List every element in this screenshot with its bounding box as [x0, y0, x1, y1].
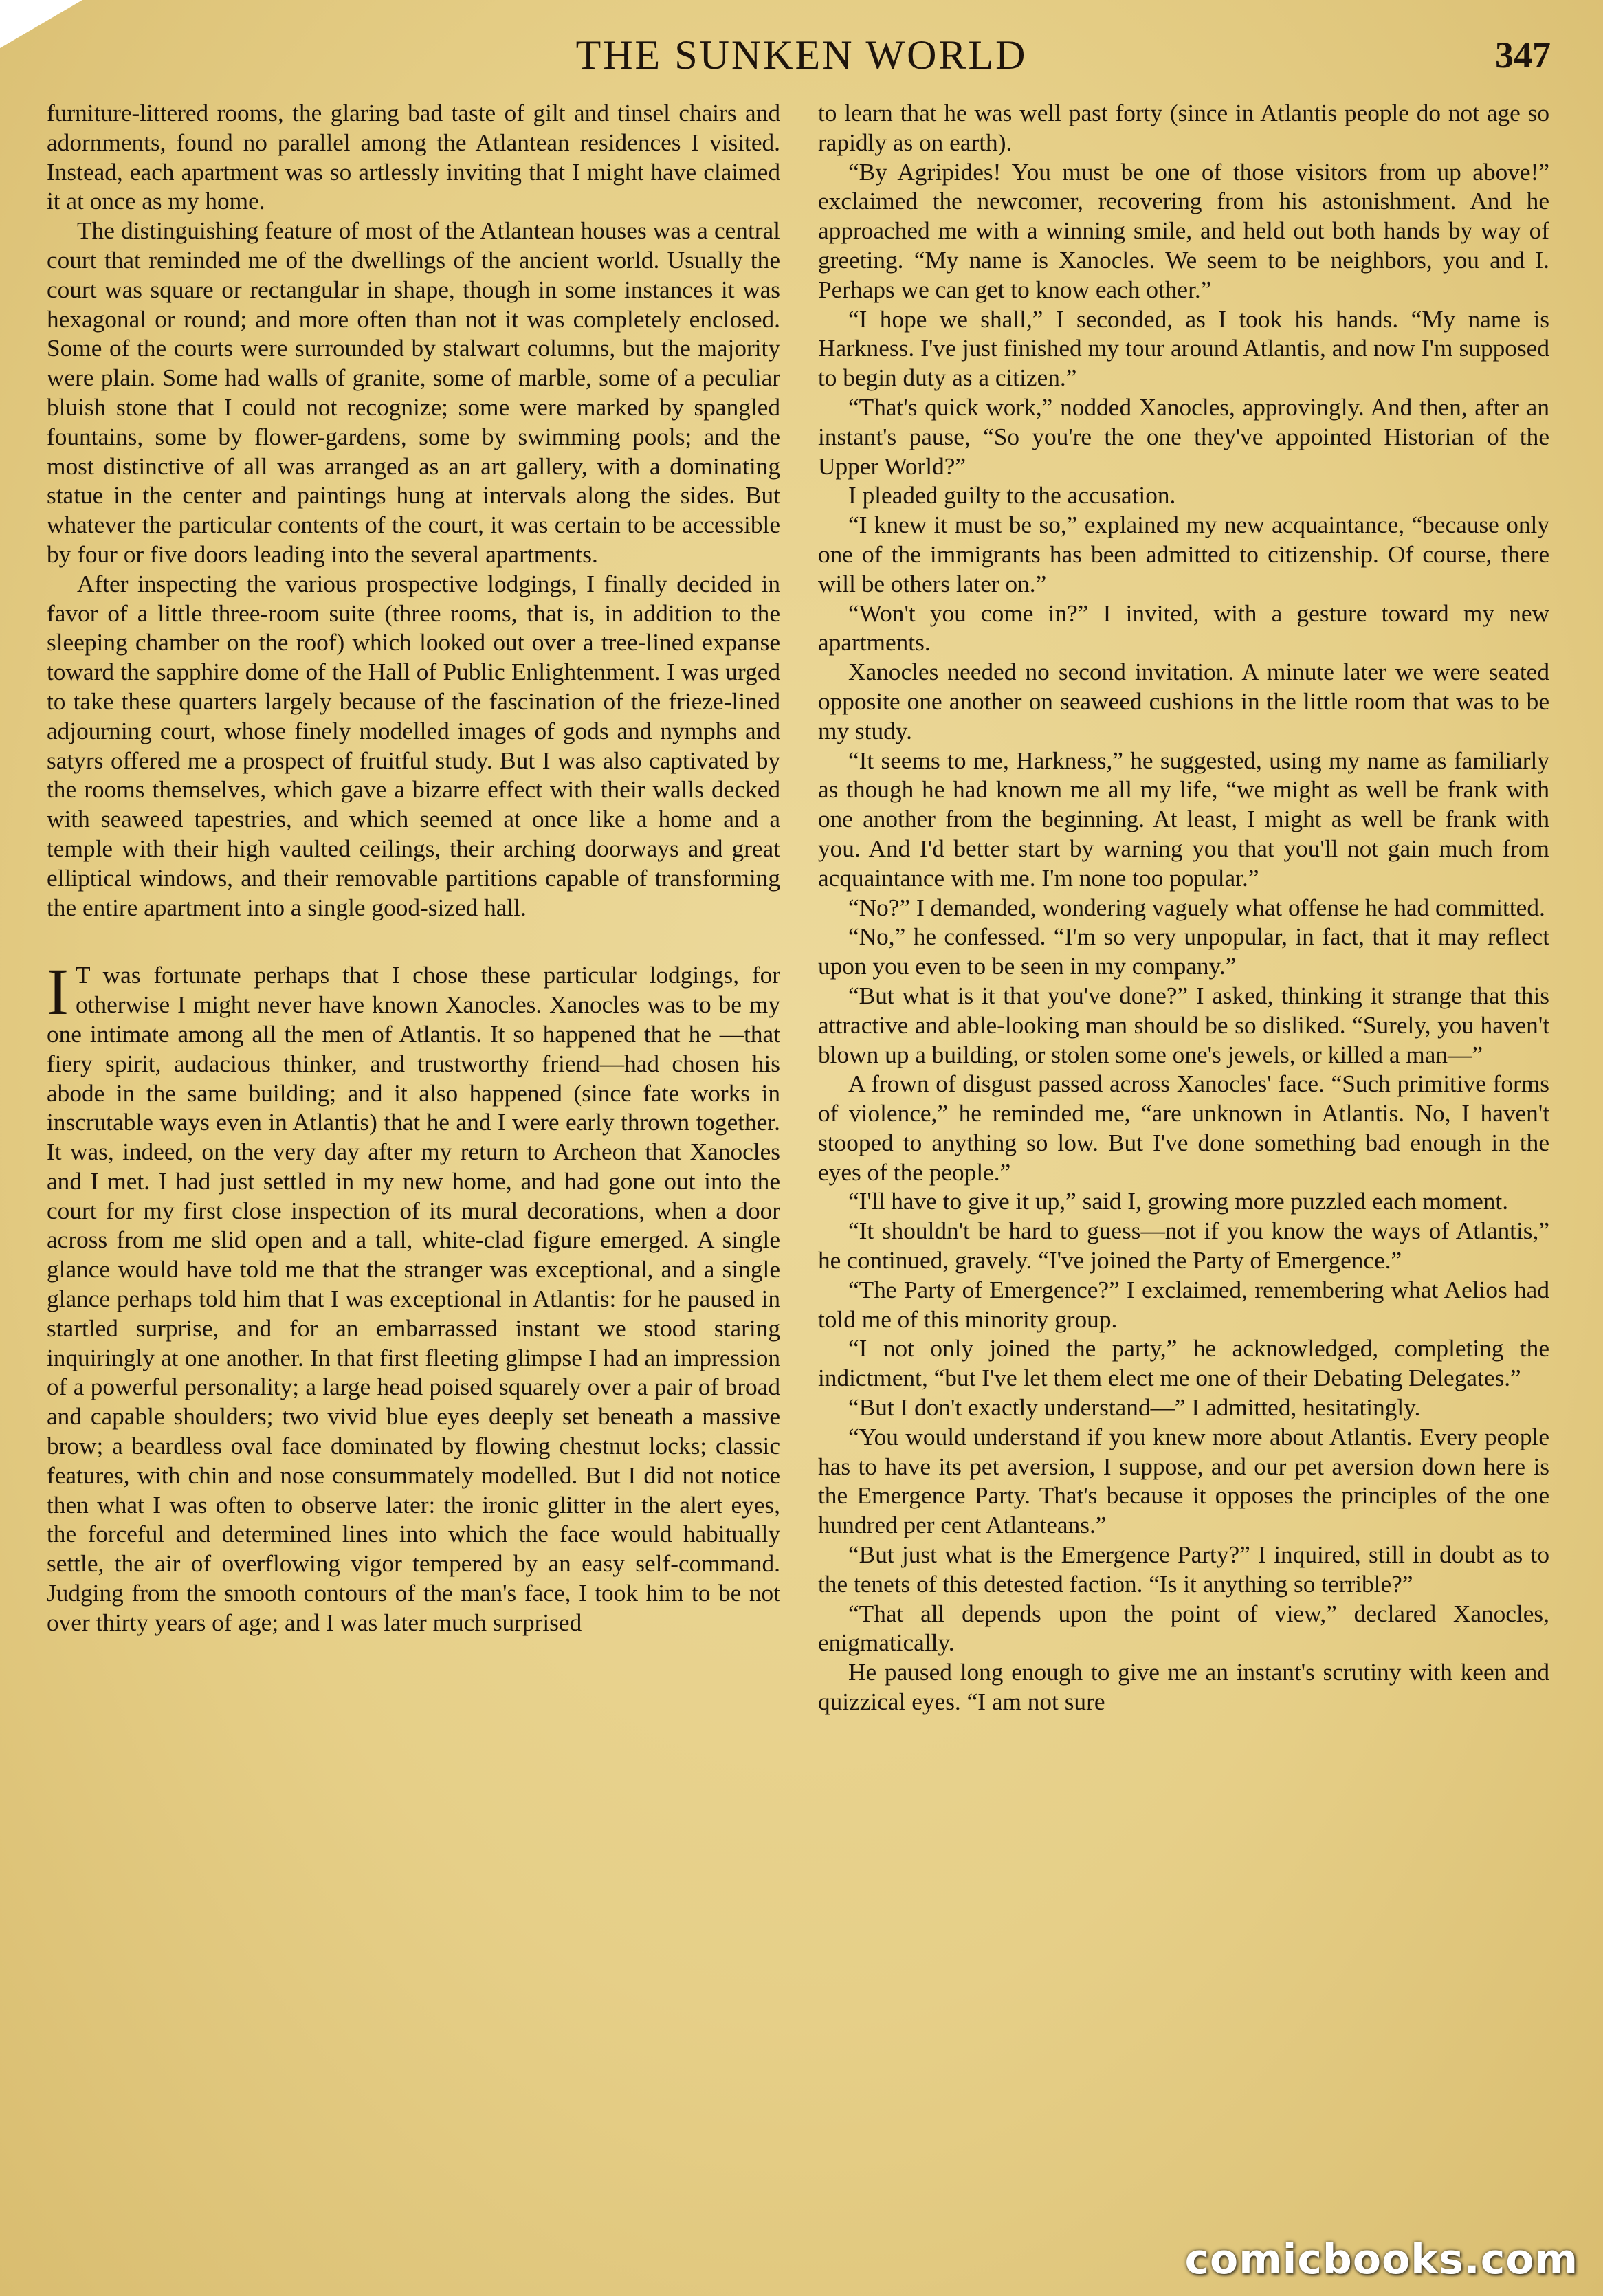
paragraph: to learn that he was well past forty (since in Atlantis people do not age so rapidly as on earth). [818, 100, 1549, 156]
section-text: T was fortunate perhaps that I chose these particular lodgings, for otherwise I might never have known Xanocles. Xanocles was to be my one intimate among all the men of Atlantis. It so happened that he —that fiery spirit, audacious thinker, and trustworthy friend—had chosen his abode in the same building; and it also happened (since fate works in inscrutable ways even in Atlantis) that he and I were early thrown together. It was, indeed, on the very day after my return to Archeon that Xanocles and I met. I had just settled in my new home, and had gone out into the court for my first close inspection of its mural decorations, when a door across from me slid open and a tall, white-clad figure emerged. A single glance would have told me that the stranger was exceptional, and a single glance perhaps told him that I was exceptional in Atlantis: for he paused in startled surprise, and for an embarrassed instant we stood staring inquiringly at one another. In that first fleeting glimpse I had an impression of a powerful personality; a large head poised squarely over a pair of broad and capable shoulders; two vivid blue eyes deeply set beneath a massive brow; a beardless oval face dominated by flowing chestnut locks; classic features, with chin and nose consummately modelled. But I did not notice then what I was often to observe later: the ironic glitter in the alert eyes, the forceful and determined lines into which the face would habitually settle, the air of overflowing vigor tempered by an easy self-command. Judging from the smooth contours of the man's face, I took him to be not over thirty years of age; and I was later much surprised [47, 962, 780, 1636]
paragraph: “I hope we shall,” I seconded, as I took his hands. “My name is Harkness. I've just finished my tour around Atlantis, and now I'm supposed to begin duty as a citizen.” [818, 305, 1549, 392]
paragraph: “I'll have to give it up,” said I, growing more puzzled each moment. [848, 1188, 1509, 1215]
page-header [0, 27, 1603, 82]
paragraph: “It shouldn't be hard to guess—not if you know the ways of Atlantis,” he continued, gravely. “I've joined the Party of Emergence.” [818, 1217, 1549, 1274]
paragraph: “But just what is the Emergence Party?” I inquired, still in doubt as to the tenets of this detested faction. “Is it anything so terrible?” [818, 1541, 1549, 1598]
paragraph: “That's quick work,” nodded Xanocles, approvingly. And then, after an instant's pause, “So you're the one they've appointed Historian of the Upper World?” [818, 393, 1549, 480]
paragraph: I pleaded guilty to the accusation. [848, 482, 1176, 509]
page-number: 347 [1495, 34, 1551, 76]
section-break [47, 923, 780, 961]
paragraph: The distinguishing feature of most of the Atlantean houses was a central court that reminded me of the dwellings of the ancient world. Usually the court was square or rectangular in shape, though in some instances it was hexagonal or round; and more often than not it was completely enclosed. Some of the courts were surrounded by stalwart columns, but the majority were plain. Some had walls of granite, some of marble, some of a peculiar bluish stone that I could not recognize; some were marked by spangled fountains, some by flower-gardens, some by swimming pools; and the most distinctive of all was arranged as an art gallery, with a dominating statue in the center and paintings hung at intervals along the sides. But whatever the particular contents of the court, it was certain to be accessible by four or five doors leading into the several apartments. [47, 217, 780, 568]
paragraph: A frown of disgust passed across Xanocles' face. “Such primitive forms of violence,” he reminded me, “are unknown in Atlantis. No, I haven't stooped to anything so low. But I've done something bad enough in the eyes of the people.” [818, 1070, 1549, 1186]
paragraph: “By Agripides! You must be one of those visitors from up above!” exclaimed the newcomer, recovering from his astonishment. And he approached me with a winning smile, and held out both hands by way of greeting. “My name is Xanocles. We seem to be neighbors, you and I. Perhaps we can get to know each other.” [818, 158, 1549, 303]
right-column [818, 99, 1549, 1717]
drop-cap: I [47, 955, 69, 1029]
paragraph: “It seems to me, Harkness,” he suggested, using my name as familiarly as though he had known me all my life, “we might as well be frank with one another from the beginning. At least, I might as well be frank with you. And I'd better start by warning you that you'll not gain much from acquaintance with me. I'm none too popular.” [818, 747, 1549, 892]
paragraph: “But what is it that you've done?” I asked, thinking it strange that this attractive and able-looking man should be so disliked. “Surely, you haven't blown up a building, or stolen some one's jewels, or killed a man—” [818, 982, 1549, 1068]
paragraph: After inspecting the various prospective lodgings, I finally decided in favor of a little three-room suite (three rooms, that is, in addition to the sleeping chamber on the roof) which looked out over a tree-lined expanse toward the sapphire dome of the Hall of Public Enlightenment. I was urged to take these quarters largely because of the fascination of the frieze-lined adjourning court, whose finely modelled images of gods and nymphs and satyrs offered me a prospect of fruitful study. But I was also captivated by the rooms themselves, which gave a bizarre effect with their walls decked with seaweed tapestries, and which seemed at once like a home and a temple with their high vaulted ceilings, their arching doorways and great elliptical windows, and their removable partitions capable of transforming the entire apartment into a single good-sized hall. [47, 570, 780, 921]
paragraph: “No?” I demanded, wondering vaguely what offense he had committed. [848, 894, 1545, 921]
paragraph: “I not only joined the party,” he acknowledged, completing the indictment, “but I've let them elect me one of their Debating Delegates.” [818, 1335, 1549, 1392]
paragraph: “Won't you come in?” I invited, with a gesture toward my new apartments. [818, 599, 1549, 656]
site-watermark: comicbooks.com [1184, 2236, 1578, 2284]
paragraph: He paused long enough to give me an instant's scrutiny with keen and quizzical eyes. “I am not sure [818, 1659, 1549, 1716]
paragraph: “You would understand if you knew more about Atlantis. Every people has to have its pet aversion, I suppose, and our pet aversion down here is the Emergence Party. That's because it opposes the principles of the one hundred per cent Atlanteans.” [818, 1423, 1549, 1539]
paragraph: furniture-littered rooms, the glaring bad taste of gilt and tinsel chairs and adornments, found no parallel among the Atlantean residences I visited. Instead, each apartment was so artlessly inviting that I might have claimed it at once as my home. [47, 100, 780, 215]
running-title: THE SUNKEN WORLD [575, 32, 1028, 78]
paragraph: “The Party of Emergence?” I exclaimed, remembering what Aelios had told me of this minority group. [818, 1276, 1549, 1333]
paragraph: “No,” he confessed. “I'm so very unpopular, in fact, that it may reflect upon you even to be seen in my company.” [818, 923, 1549, 980]
paragraph: “But I don't exactly understand—” I admitted, hesitatingly. [848, 1394, 1421, 1422]
paragraph: Xanocles needed no second invitation. A minute later we were seated opposite one another on seaweed cushions in the little room that was to be my study. [818, 659, 1549, 744]
left-column [47, 99, 780, 1638]
paragraph: “I knew it must be so,” explained my new acquaintance, “because only one of the immigrants has been admitted to citizenship. Of course, there will be others later on.” [818, 511, 1549, 597]
paragraph: “That all depends upon the point of view,” declared Xanocles, enigmatically. [818, 1600, 1549, 1657]
section-opening-paragraph [47, 955, 780, 1637]
